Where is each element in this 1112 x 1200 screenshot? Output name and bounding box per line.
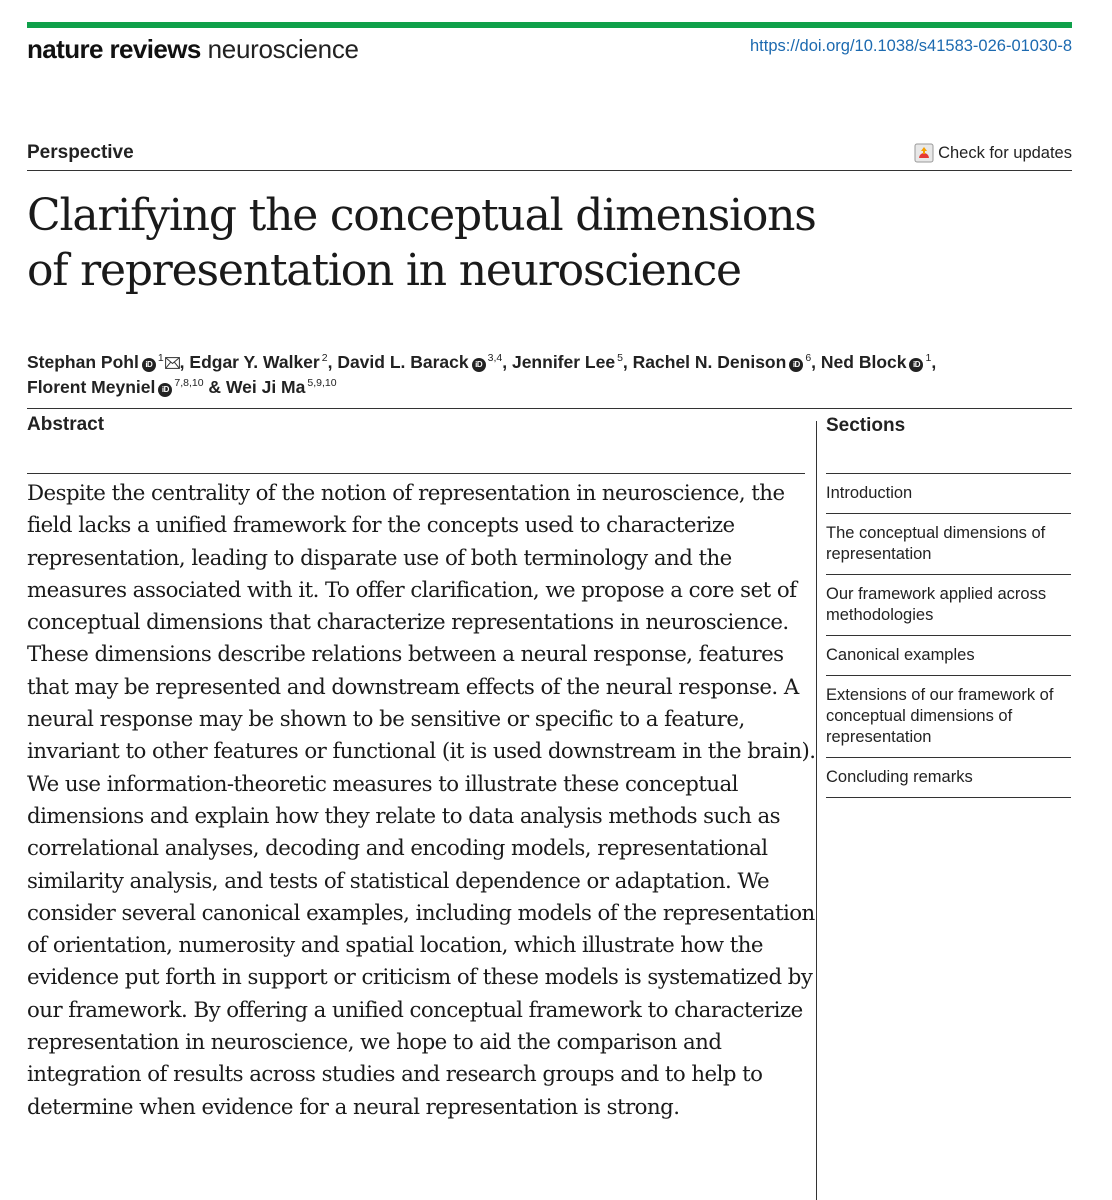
author-name[interactable]: Rachel N. Denison [632,352,787,372]
author-name[interactable]: David L. Barack [337,352,469,372]
abstract-text: Despite the centrality of the notion of representation in neuroscience, the field lacks a unified framework for the concepts used to characterize representation, leading to disparate use of both terminology and the measures associated with it. To offer clarification, we propose a core set of conceptual dimensions that characterize representations in neuroscience. These dimensions describe relations between a neural response, features that may be represented and downstream effects of the neural response. A neural response may be shown to be sensitive or specific to a feature, invariant to other features or functional (it is used downstream in the brain). We use information-theoretic measures to illustrate these conceptual dimensions and explain how they relate to data analysis methods such as correlational analyses, decoding and encoding models, representational similarity analysis, and tests of statistical dependence or adaptation. We consider several canonical examples, including models of the representation of orientation, numerosity and spatial location, which illustrate how the evidence put forth in support or criticism of these models is systematized by our framework. By offering a unified conceptual framework to characterize representation in neuroscience, we hope to aid the comparison and integration of results across studies and research groups and to help to determine when evidence for a neural representation is strong. [27,481,816,1120]
orcid-icon[interactable]: iD [158,383,172,397]
author[interactable] [821,352,931,372]
author-affiliation[interactable]: 3,4 [487,352,503,364]
article-title [27,188,927,298]
author[interactable] [189,352,327,372]
journal-logo[interactable] [27,34,359,65]
check-for-updates-button[interactable] [914,143,1072,163]
orcid-icon[interactable]: iD [472,358,486,372]
title-line-1: Clarifying the conceptual dimensions [27,190,816,241]
author[interactable] [27,377,204,397]
section-link[interactable]: Our framework applied across methodologies [826,575,1071,636]
section-link[interactable]: Canonical examples [826,636,1071,676]
author-name[interactable]: Edgar Y. Walker [189,352,320,372]
author[interactable] [337,352,502,372]
section-link[interactable]: Extensions of our framework of conceptual dimensions of representation [826,676,1071,758]
author[interactable] [27,352,180,372]
author[interactable] [633,352,812,372]
author-affiliation[interactable]: 1 [157,352,164,364]
author-name[interactable]: Ned Block [820,352,907,372]
author-affiliation[interactable]: 2 [321,352,328,364]
title-line-2: of representation in neuroscience [27,245,741,296]
journal-name-bold: nature reviews [27,34,201,64]
orcid-icon[interactable]: iD [909,358,923,372]
author-separator: & [203,377,226,397]
column-divider [816,421,817,1200]
author-separator: , [622,352,633,372]
author-name[interactable]: Stephan Pohl [27,352,139,372]
journal-name-light: neuroscience [207,34,359,64]
author-affiliation[interactable]: 5,9,10 [307,377,337,389]
author-affiliation[interactable]: 1 [925,352,932,364]
author-separator: , [179,352,190,372]
email-icon[interactable] [165,357,180,369]
author[interactable] [226,377,337,397]
sections-heading: Sections [826,415,906,436]
check-updates-icon [914,143,934,163]
sections-nav [826,473,1071,798]
orcid-icon[interactable]: iD [142,358,156,372]
author[interactable] [512,352,623,372]
orcid-icon[interactable]: iD [789,358,803,372]
author-affiliation[interactable]: 5 [617,352,623,364]
authors-divider [27,408,1072,409]
author-name[interactable]: Florent Meyniel [27,377,156,397]
check-updates-label: Check for updates [938,143,1072,162]
abstract-heading: Abstract [27,414,105,435]
author-separator: , [811,352,821,372]
section-link[interactable]: The conceptual dimensions of representation [826,514,1071,575]
author-list [27,350,1027,400]
section-link[interactable]: Concluding remarks [826,758,1071,798]
author-name[interactable]: Jennifer Lee [511,352,616,372]
author-affiliation[interactable]: 6 [805,352,812,364]
author-name[interactable]: Wei Ji Ma [225,377,306,397]
journal-accent-bar [27,22,1072,28]
doi-link[interactable]: https://doi.org/10.1038/s41583-026-01030-8 [750,37,1072,55]
header-divider [27,170,1072,171]
author-separator: , [931,352,937,372]
author-separator: , [327,352,338,372]
section-link[interactable]: Introduction [826,474,1071,514]
author-separator: , [502,352,512,372]
abstract-divider [27,473,805,474]
author-affiliation[interactable]: 7,8,10 [174,377,204,389]
article-type: Perspective [27,142,134,163]
